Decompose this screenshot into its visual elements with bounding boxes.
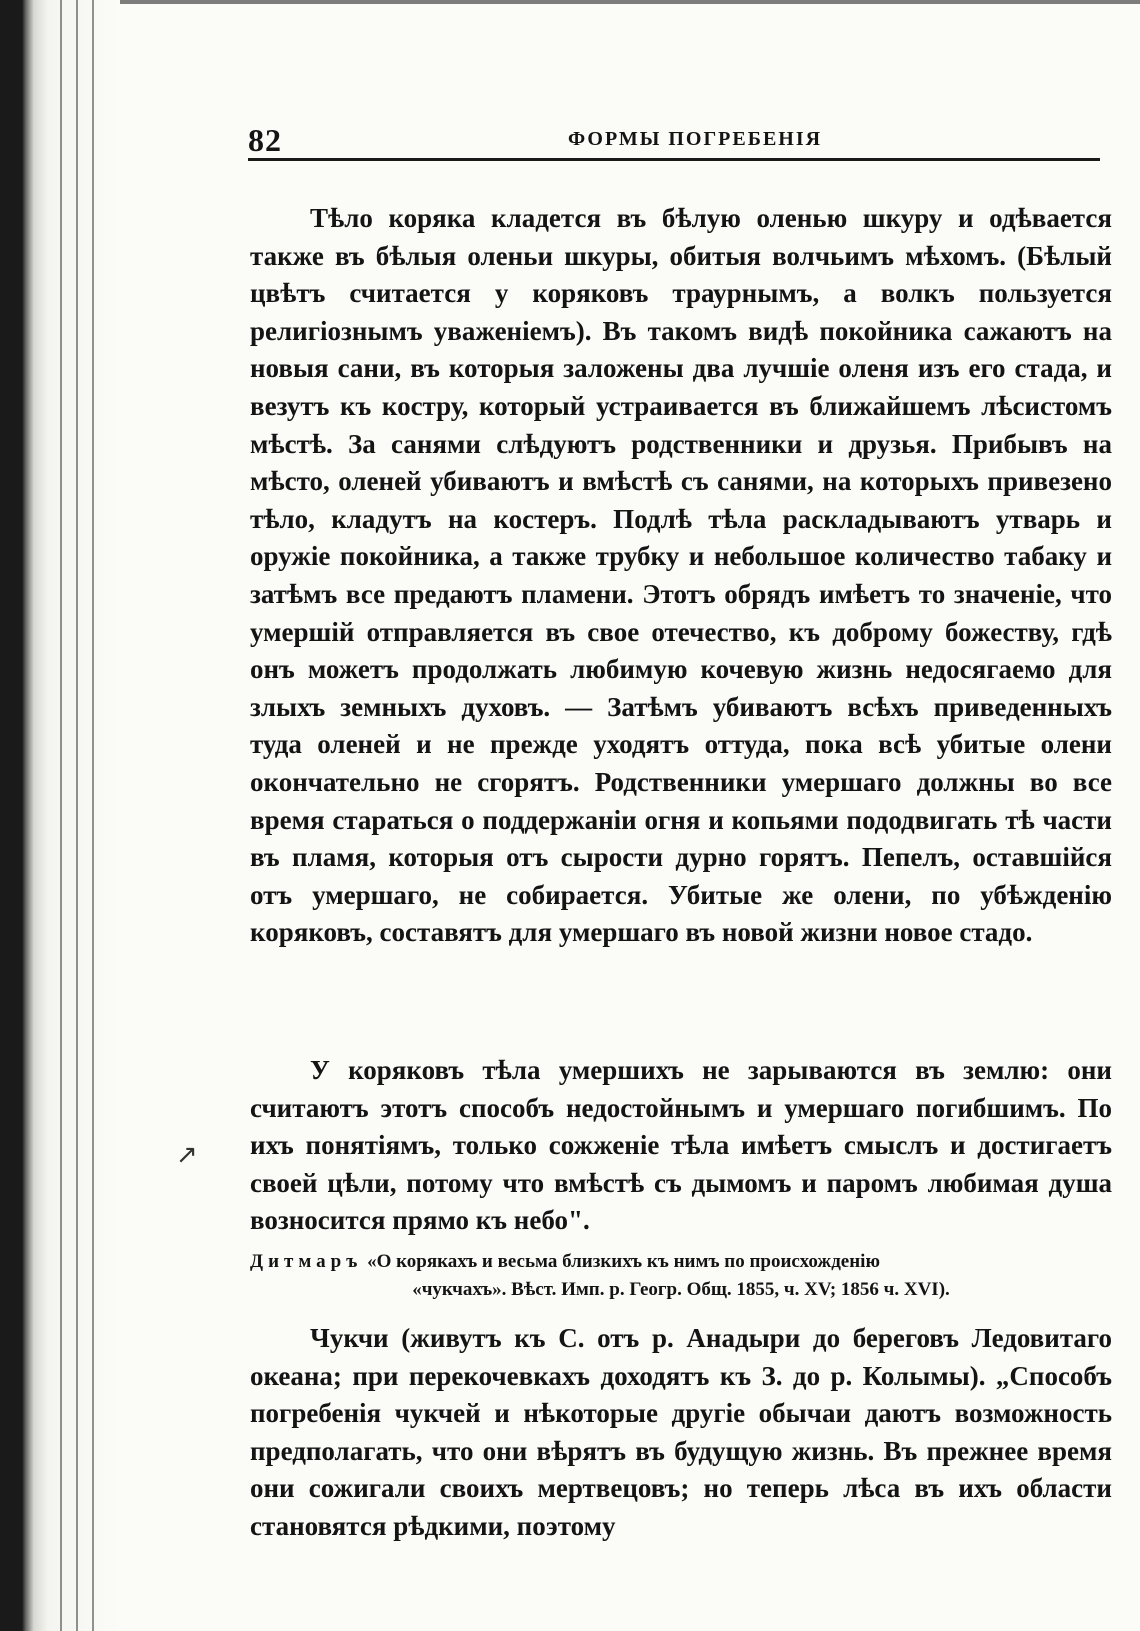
footnote-citation [250, 1248, 1112, 1304]
footnote-author: Дитмаръ [250, 1251, 363, 1272]
binding-streak [92, 0, 94, 1631]
binding-streak [60, 0, 62, 1631]
paragraph-chukchi: Чукчи (живутъ къ С. отъ р. Анадыри до береговъ Ледовитаго океана; при перекочевкахъ доходятъ къ З. до р. Колымы). „Способъ погребенія чукчей и нѣкоторые другіе обычаи даютъ возможность предполагать, что они вѣрятъ въ будущую жизнь. Въ прежнее время они сожигали своихъ мертвецовъ; но теперь лѣса въ ихъ области становятся рѣдкими, поэтому [250, 1323, 1112, 1541]
margin-mark: ↗ [176, 1140, 198, 1170]
footnote-title: «О корякахъ и весьма близкихъ къ нимъ по происхожденію [367, 1251, 880, 1272]
paragraph-koryak-cremation: У коряковъ тѣла умершихъ не зарываются въ землю: они считаютъ этотъ способъ недостойнымъ и умершаго погибшимъ. По ихъ понятіямъ, только сожженіе тѣла имѣетъ смыслъ и достигаетъ своей цѣли, потому что вмѣстѣ съ дымомъ и паромъ любимая душа возносится прямо къ небо". [250, 1055, 1112, 1236]
book-binding-edge [0, 0, 120, 1631]
page-top-edge [120, 0, 1140, 4]
page-number: 82 [248, 122, 282, 158]
page-header [248, 118, 1100, 161]
running-head: ФОРМЫ ПОГРЕБЕНІЯ [568, 128, 823, 150]
footnote-source: «чукчахъ». Вѣст. Имп. р. Геогр. Общ. 1855, ч. XV; 1856 ч. XVI). [412, 1279, 950, 1300]
binding-streak [76, 0, 78, 1631]
paragraph-koryak-burial: Тѣло коряка кладется въ бѣлую оленью шкуру и одѣвается также въ бѣлыя оленьи шкуры, обитыя волчьимъ мѣхомъ. (Бѣлый цвѣтъ считается у коряковъ траурнымъ, а волкъ пользуется религіознымъ уваженіемъ). Въ такомъ видѣ покойника сажаютъ на новыя сани, въ которыя заложены два лучшіе оленя изъ его стада, и везутъ къ костру, который устраивается въ ближайшемъ лѣсистомъ мѣстѣ. За санями слѣдуютъ родственники и друзья. Прибывъ на мѣсто, оленей убиваютъ и вмѣстѣ съ санями, на которыхъ привезено тѣло, кладутъ на костеръ. Подлѣ тѣла раскладываютъ утварь и оружіе покойника, а также трубку и небольшое количество табаку и затѣмъ все предаютъ пламени. Этотъ обрядъ имѣетъ то значеніе, что умершій отправляется въ свое отечество, къ доброму божеству, гдѣ онъ можетъ продолжать любимую кочевую жизнь недосягаемо для злыхъ земныхъ духовъ. — Затѣмъ убиваютъ всѣхъ приведенныхъ туда оленей и не прежде уходятъ оттуда, пока всѣ убитые олени окончательно не сгорятъ. Родственники умершаго должны во все время стараться о поддержаніи огня и копьями пододвигать тѣ части въ пламя, которыя отъ сырости дурно горятъ. Пепелъ, оставшійся отъ умершаго, не собирается. Убитые же олени, по убѣжденію коряковъ, составятъ для умершаго въ новой жизни новое стадо. [250, 203, 1112, 948]
